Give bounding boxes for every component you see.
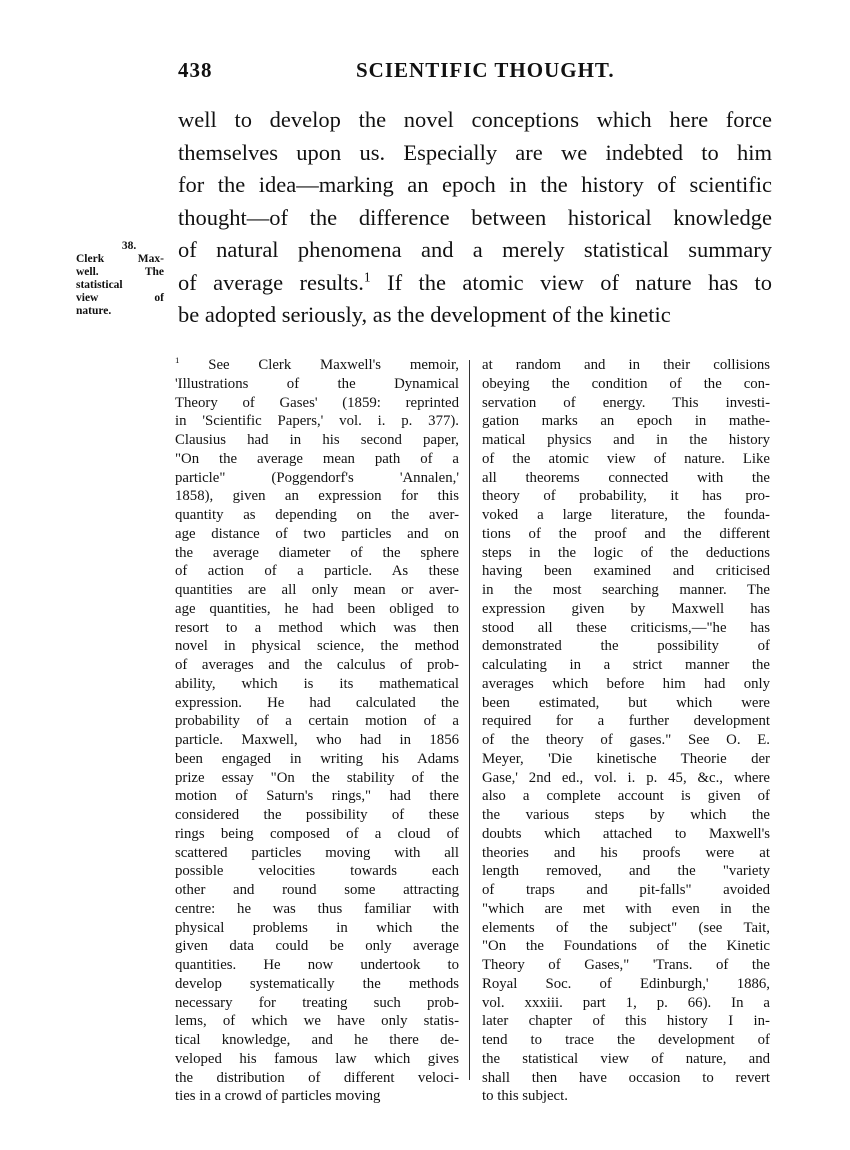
sidenote-line: statistical — [76, 279, 123, 291]
body-line: thought—of the difference between historical knowledge — [178, 204, 772, 230]
footnote-line: also a complete account is given of — [482, 788, 770, 805]
footnote-line: later chapter of this history I in- — [482, 1013, 770, 1030]
footnote-line: ties in a crowd of particles moving — [175, 1088, 381, 1105]
footnote-reference[interactable]: 1 — [363, 269, 371, 284]
footnote-line: to this subject. — [482, 1088, 568, 1105]
footnote-line: the various steps by which the — [482, 807, 770, 823]
footnote-line: ability, which is its mathematical — [175, 675, 459, 692]
footnote-line: quantity as depending on the aver- — [175, 507, 459, 523]
footnote-marker: 1 — [175, 355, 180, 366]
footnote-line: demonstrated the possibility of — [482, 638, 770, 655]
footnote-line: Royal Soc. of Edinburgh,' 1886, — [482, 975, 770, 992]
page-number: 438 — [178, 58, 213, 82]
footnote-line: having been examined and criticised — [482, 563, 770, 580]
sidenote-number: 38. — [121, 240, 137, 252]
footnote-line: the statistical view of nature, and — [482, 1050, 770, 1067]
footnote-line: in the most searching manner. The — [482, 582, 770, 598]
footnote-line: rings being composed of a cloud of — [175, 825, 459, 842]
footnote-line: doubts which attached to Maxwell's — [482, 825, 770, 842]
footnote-line: develop systematically the methods — [175, 975, 459, 992]
footnote-text: See Clerk Maxwell's memoir, — [179, 357, 459, 373]
footnote-line: "On the average mean path of a — [175, 450, 459, 467]
footnote-line: of the theory of gases." See O. E. — [482, 732, 770, 748]
footnote-line: of action of a particle. As these — [175, 563, 459, 580]
footnote-line: steps in the logic of the deductions — [482, 544, 770, 561]
footnote-line: all theorems connected with the — [482, 469, 770, 486]
footnote-line: motion of Saturn's rings," had there — [175, 788, 459, 805]
footnote-line: centre: he was thus familiar with — [175, 900, 459, 917]
footnote-line: calculating in a strict manner the — [482, 657, 770, 673]
footnote-line: tical knowledge, and he there de- — [175, 1032, 459, 1048]
footnote-line: prize essay "On the stability of the — [175, 769, 459, 786]
footnote-line: scattered particles moving with all — [175, 844, 459, 861]
footnote-line: other and round some attracting — [175, 882, 459, 898]
footnote-line: "On the Foundations of the Kinetic — [482, 938, 770, 955]
body-text-fragment: If the atomic view of nature has to — [370, 269, 772, 295]
footnote-line: elements of the subject" (see Tait, — [482, 919, 770, 936]
footnote-line: novel in physical science, the method — [175, 638, 459, 655]
footnote-line: gation marks an epoch in mathe- — [482, 413, 770, 430]
footnote-line: the distribution of different veloci- — [175, 1069, 459, 1086]
footnote-line: tend to trace the development of — [482, 1032, 770, 1048]
sidenote-line: nature. — [76, 305, 112, 317]
body-line: be adopted seriously, as the development of the kinetic — [178, 302, 671, 327]
footnote-line: lems, of which we have only statis- — [175, 1013, 459, 1030]
footnote-line: expression given by Maxwell has — [482, 600, 770, 617]
footnote-line: been estimated, but which were — [482, 694, 770, 711]
body-line: of natural phenomena and a merely statistical summary — [178, 237, 772, 262]
footnote-line: shall then have occasion to revert — [482, 1069, 770, 1086]
footnote-line: age distance of two particles and on — [175, 525, 459, 542]
footnote-line: Clausius had in his second paper, — [175, 432, 459, 448]
footnote-line: servation of energy. This investi- — [482, 394, 770, 411]
footnote-line: considered the possibility of these — [175, 807, 459, 823]
footnote-line: the average diameter of the sphere — [175, 544, 459, 561]
footnote-line: of the atomic view of nature. Like — [482, 450, 770, 467]
body-line: themselves upon us. Especially are we indebted to him — [178, 139, 772, 165]
footnote-line: age quantities, he had been obliged to — [175, 600, 459, 617]
footnote-line: been engaged in writing his Adams — [175, 750, 459, 767]
footnote-line: length removed, and the "variety — [482, 863, 770, 880]
margin-sidenote — [76, 240, 164, 318]
body-line: for the idea—marking an epoch in the history of scientific — [178, 172, 772, 197]
footnote-line: averages which before him had only — [482, 675, 770, 692]
footnote-line — [175, 356, 459, 375]
body-text-fragment: of average results. — [178, 269, 364, 295]
footnote-line: 'Illustrations of the Dynamical — [175, 375, 459, 392]
footnote-line: necessary for treating such prob- — [175, 994, 459, 1011]
footnote-column-left — [175, 356, 459, 1106]
footnote-line: theories and his proofs were at — [482, 844, 770, 861]
footnote-line: in 'Scientific Papers,' vol. i. p. 377). — [175, 413, 459, 430]
sidenote-line: well. The — [76, 266, 164, 278]
footnote-line: theory of probability, it has pro- — [482, 488, 770, 505]
footnote-line: stood all these criticisms,—"he has — [482, 619, 770, 636]
footnote-line: physical problems in which the — [175, 919, 459, 936]
footnote-line: veloped his famous law which gives — [175, 1050, 459, 1067]
footnote-line: obeying the condition of the con- — [482, 375, 770, 392]
footnote-line: "which are met with even in the — [482, 900, 770, 917]
footnote-line: Theory of Gases' (1859: reprinted — [175, 394, 459, 411]
footnote-line: vol. xxxiii. part 1, p. 66). In a — [482, 994, 770, 1011]
footnote-line: required for a further development — [482, 713, 770, 730]
footnote-line: quantities are all only mean or aver- — [175, 582, 459, 598]
footnote-line: at random and in their collisions — [482, 357, 770, 373]
sidenote-line: Clerk Max- — [76, 253, 164, 265]
footnote-line: expression. He had calculated the — [175, 694, 459, 711]
footnote-line: particle. Maxwell, who had in 1856 — [175, 732, 459, 748]
running-head — [178, 58, 770, 88]
footnote-line: voked a large literature, the founda- — [482, 507, 770, 523]
body-line: well to develop the novel conceptions which here force — [178, 107, 772, 132]
footnote-line: matical physics and in the history — [482, 432, 770, 448]
footnote-line: given data could be only average — [175, 938, 459, 955]
footnote-line: particle" (Poggendorf's 'Annalen,' — [175, 469, 459, 486]
footnote-line: Gase,' 2nd ed., vol. i. p. 45, &c., where — [482, 769, 770, 786]
footnote-line: Meyer, 'Die kinetische Theorie der — [482, 750, 770, 767]
footnote-line: probability of a certain motion of a — [175, 713, 459, 730]
footnote-line: resort to a method which was then — [175, 619, 459, 636]
sidenote-line: view of — [76, 292, 164, 304]
footnote-line: Theory of Gases," 'Trans. of the — [482, 957, 770, 973]
running-title: SCIENTIFIC THOUGHT. — [356, 58, 615, 82]
footnote-line: 1858), given an expression for this — [175, 488, 459, 505]
footnote-line: tions of the proof and the different — [482, 525, 770, 542]
footnote-line: possible velocities towards each — [175, 863, 459, 880]
footnote-column-right — [482, 356, 770, 1106]
footnote-line: of averages and the calculus of prob- — [175, 657, 459, 673]
footnote-line: of traps and pit-falls" avoided — [482, 882, 770, 898]
main-body-text — [178, 104, 772, 332]
body-line-with-footnote-ref — [178, 267, 772, 300]
column-divider — [469, 360, 470, 1080]
footnote-line: quantities. He now undertook to — [175, 957, 459, 973]
